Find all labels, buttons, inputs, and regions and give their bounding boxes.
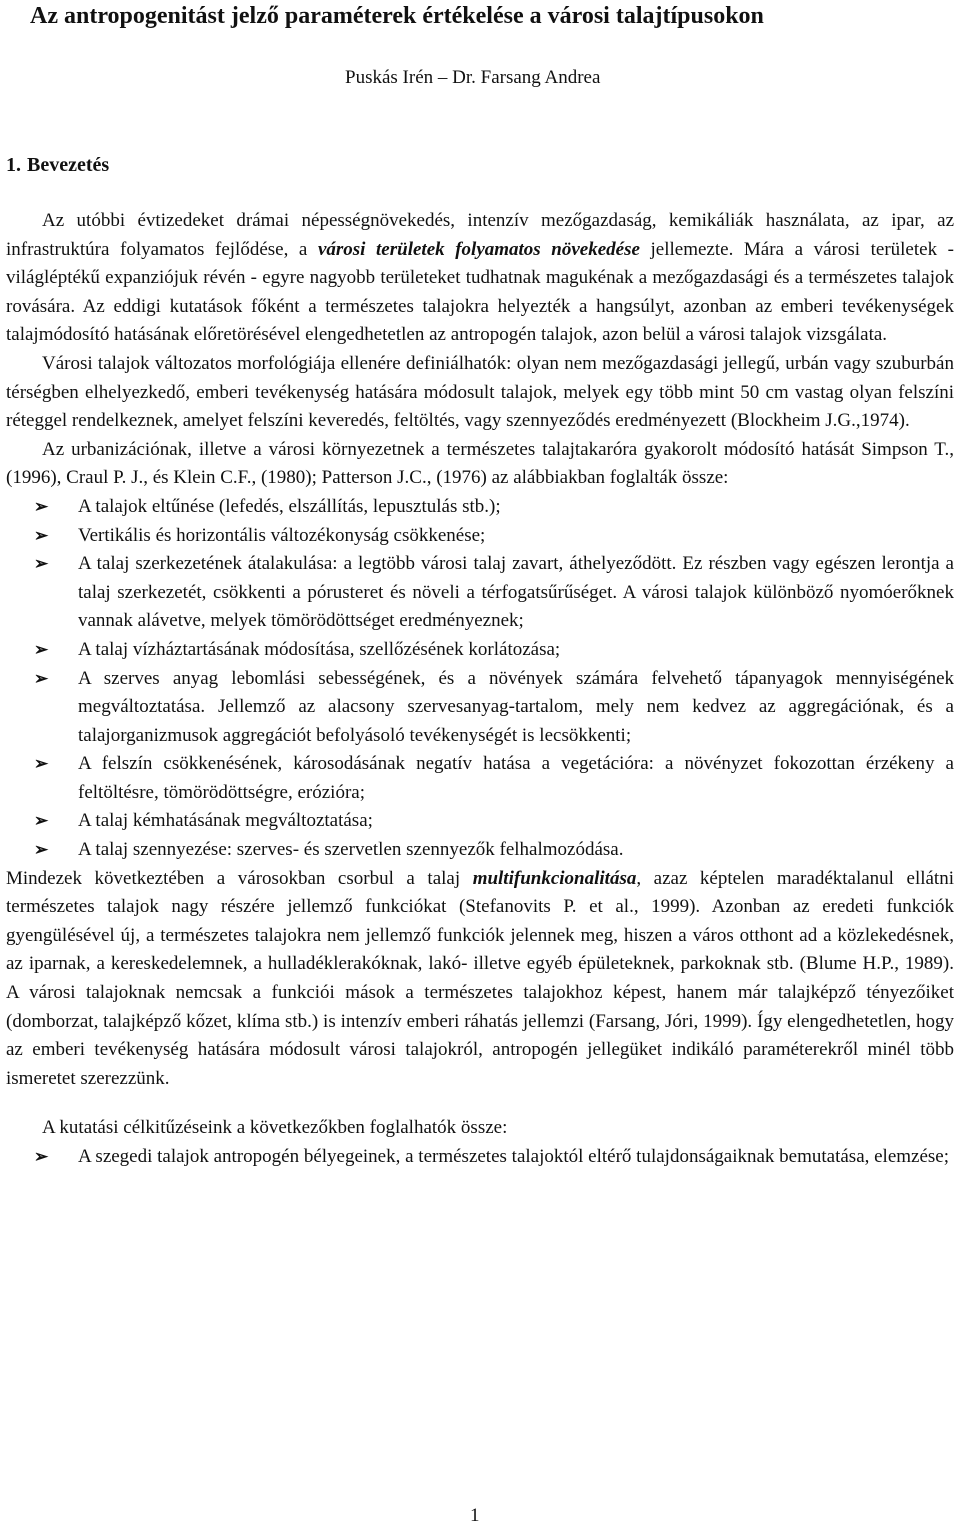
arrow-bullet-icon: ➢ — [34, 639, 49, 659]
list-item-text: A talaj kémhatásának megváltoztatása; — [78, 810, 373, 832]
paragraph-4-text-end: , azaz képtelen maradéktalanul ellátni természetes talajok nagy részére jellemző funkciókat (Stefanovits P. et al., 1999). Azonban az eredeti funkciók gyengülésével új, a természetes talajokra nem jellemző funkciók jelennek meg, hiszen a város otthont ad a közlekedésnek, az iparnak, a kereskedelemnek, a hulladéklerakóknak, lakó- illetve egyéb épületeknek, parkoknak stb. (Blume H.P., 1989). A városi talajoknak nemcsak a funkciói mások a természetes talajokhoz képest, hanem már talajképző tényezőiket (domborzat, talajképző kőzet, klíma stb.) is intenzív emberi ráhatás jellemzi (Farsang, Jóri, 1999). Így elengedhetetlen, hogy az emberi tevékenység hatására módosult városi talajokról, antropogén jellegüket indikáló paraméterekről minél több ismeretet szerezzünk. — [6, 867, 954, 1089]
effects-list — [6, 493, 954, 865]
paragraph-2: Városi talajok változatos morfológiája ellenére definiálhatók: olyan nem mezőgazdasági jellegű, urbán vagy szuburbán térségben elhelyezkedő, emberi tevékenység hatására módosult talajok, melyek egy több mint 50 cm vastag olyan felszíni réteggel rendelkeznek, amelyet felszíni keveredés, feltöltés, vagy szennyeződés eredményezett (Blockheim J.G.,1974). — [6, 352, 954, 432]
arrow-bullet-icon: ➢ — [34, 840, 49, 860]
list-item — [6, 1143, 954, 1172]
list-item — [6, 493, 954, 522]
paragraph-5: A kutatási célkitűzéseink a következőkben foglalhatók össze: — [42, 1117, 508, 1139]
section-heading — [6, 153, 109, 177]
section-title: Bevezetés — [27, 154, 110, 176]
list-item — [6, 522, 954, 551]
list-item-text: A felszín csökkenésének, károsodásának negatív hatása a vegetációra: a növényzet fokozottan érzékeny a feltöltésre, tömörödöttségre, erózióra; — [78, 753, 954, 803]
list-item — [6, 550, 954, 636]
list-item — [6, 836, 954, 865]
paragraph-1-emphasis: városi területek folyamatos növekedése — [317, 238, 640, 260]
paragraph-1 — [6, 207, 954, 350]
arrow-bullet-icon: ➢ — [34, 525, 49, 545]
list-item — [6, 750, 954, 807]
list-item-text: A talaj szerkezetének átalakulása: a legtöbb városi talaj zavart, áthelyeződött. Ez részben vagy egészen lerontja a talaj szerkezetét, csökkenti a pórusteret és növeli a térfogatsűrűséget. A városi talajok különböző nyomóerőknek vannak alávetve, melyek tömörödöttséget eredményeznek; — [78, 553, 954, 632]
arrow-bullet-icon: ➢ — [34, 811, 49, 831]
list-item-text: A talaj vízháztartásának módosítása, szellőzésének korlátozása; — [78, 638, 561, 660]
list-item-text: A talajok eltűnése (lefedés, elszállítás, lepusztulás stb.); — [78, 495, 501, 517]
arrow-bullet-icon: ➢ — [34, 1147, 49, 1166]
authors-line: Puskás Irén – Dr. Farsang Andrea — [345, 67, 601, 88]
arrow-bullet-icon: ➢ — [34, 496, 49, 516]
list-item-text: A talaj szennyezése: szerves- és szervetlen szennyezők felhalmozódása. — [78, 839, 624, 861]
list-item — [6, 636, 954, 665]
paragraph-3: Az urbanizációnak, illetve a városi környezetnek a természetes talajtakaróra gyakorolt módosító hatását Simpson T., (1996), Craul P. J., és Klein C.F., (1980); Patterson J.C., (1976) az alábbiakban foglalták össze: — [6, 438, 954, 489]
list-item-text: A szerves anyag lebomlási sebességének, és a növények számára felvehető tápanyagok mennyiségének megváltoztatása. Jellemző az alacsony szervesanyag-tartalom, mely nem kedvez az aggregációnak, és a talajorganizmusok aggregációt befolyásoló tevékenységét is lecsökkenti; — [78, 667, 954, 746]
objectives-list — [6, 1143, 954, 1172]
paragraph-1-text-end: jellemezte. Mára a városi területek - világléptékű expanziójuk révén - egyre nagyobb területeket tudhatnak magukénak a mezőgazdasági és a természetes talajok rovására. Az eddigi kutatások főként a természetes talajokra helyezték a hangsúlyt, azonban az emberi tevékenységek talajmódosító hatásának előretörésével elengedhetetlen az antropogén talajok, azon belül a városi talajok vizsgálata. — [6, 238, 954, 346]
list-item — [6, 665, 954, 751]
list-item — [6, 807, 954, 836]
paragraph-4-text-start: Mindezek következtében a városokban csorbul a talaj — [6, 867, 473, 889]
arrow-bullet-icon: ➢ — [34, 668, 49, 688]
document-title: Az antropogenitást jelző paraméterek értékelése a városi talajtípusokon — [30, 3, 764, 29]
arrow-bullet-icon: ➢ — [34, 554, 49, 574]
paragraph-spacer — [6, 1093, 954, 1114]
list-item-text: A szegedi talajok antropogén bélyegeinek, a természetes talajoktól eltérő tulajdonságaiknak bemutatása, elemzése; — [78, 1146, 950, 1167]
page-number: 1 — [470, 1505, 480, 1526]
arrow-bullet-icon: ➢ — [34, 754, 49, 774]
paragraph-4-emphasis: multifunkcionalitása — [472, 867, 637, 889]
list-item-text: Vertikális és horizontális változékonyság csökkenése; — [78, 524, 486, 546]
document-body — [6, 207, 954, 1172]
section-number: 1. — [6, 154, 21, 176]
paragraph-1-text-start: Az utóbbi évtizedeket drámai népességnövekedés, intenzív mezőgazdaság, kemikáliák használata, az ipar, az infrastruktúra folyamatos fejlődése, a — [6, 210, 954, 260]
paragraph-4 — [6, 865, 954, 1094]
